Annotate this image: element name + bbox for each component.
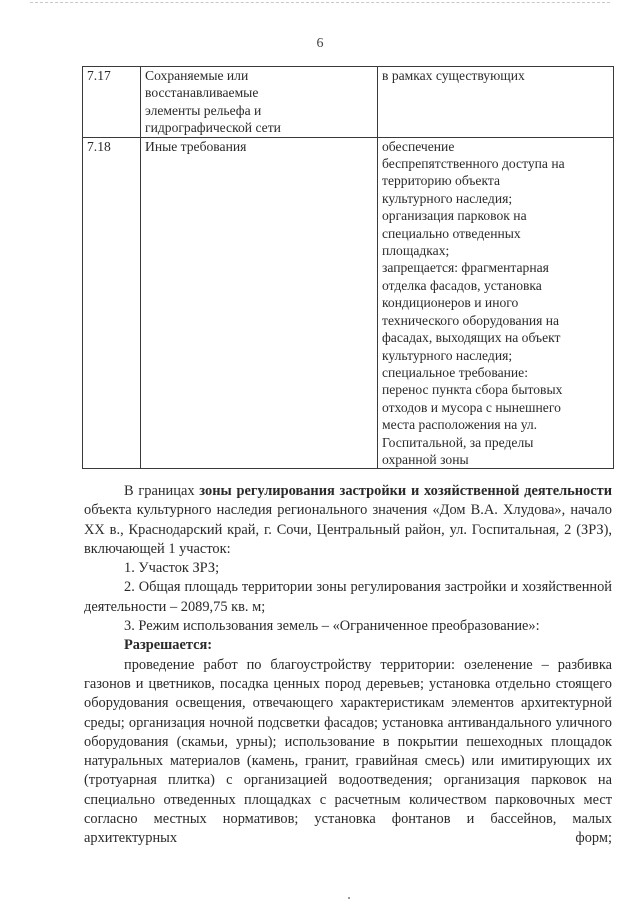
requirements-table [82,66,614,469]
intro-paragraph: В границах зоны регулирования застройки и хозяйственной деятельности объекта культурного наследия регионального значения «Дом В.А. Хлудова», начало XX в., Краснодарский край, г. Сочи, Центральный район, ул. Госпитальная, 2 (ЗРЗ), включающей 1 участок: [84,483,613,557]
requirement-value: в рамках существующих [378,67,614,138]
list-item: 1. Участок ЗРЗ; [124,560,220,577]
page-number: 6 [316,36,324,51]
requirement-name: Сохраняемые или восстанавливаемые элементы рельефа и гидрографической сети [141,67,378,138]
allowed-paragraph: проведение работ по благоустройству территории: озеленение – разбивка газонов и цветников, посадка ценных пород деревьев; установка отдельно стоящего оборудования освещения, отвечающего характеристикам элементов архитектурной среды; организация ночной подсветки фасадов; установка антивандального уличного оборудования (скамьи, урны); использование в покрытии пешеходных площадок натуральных материалов (камень, гранит, гравийная смесь) или имитирующих их (тротуарная плитка) с организацией водоотведения; организация парковок на специально отведенных площадках с расчетным количеством парковочных мест согласно местных нормативов; установка фонтанов и бассейнов, малых архитектурных форм; [84,656,612,847]
document-body [84,482,612,849]
list-item: 3. Режим использования земель – «Ограниченное преобразование»: [124,618,540,635]
row-number: 7.18 [83,137,141,469]
table-row [83,137,614,469]
allowed-heading: Разрешается: [124,637,213,654]
table-row [83,67,614,138]
requirement-name: Иные требования [141,137,378,469]
row-number: 7.17 [83,67,141,138]
zone-name-bold: зоны регулирования застройки и хозяйственной деятельности [199,483,613,499]
top-edge-line [30,2,610,3]
scan-speck [348,897,350,899]
list-item: 2. Общая площадь территории зоны регулирования застройки и хозяйственной деятельности – 2089,75 кв. м; [84,579,612,615]
requirement-value: обеспечение беспрепятственного доступа на территорию объекта культурного наследия; организация парковок на специально отведенных площадках; запрещается: фрагментарная отделка фасадов, установка кондиционеров и иного технического оборудования на фасадах, выходящих на объект культурного наследия; специальное требование: перенос пункта сбора бытовых отходов и мусора с нынешнего места расположения на ул. Госпитальной, за пределы охранной зоны [378,137,614,469]
